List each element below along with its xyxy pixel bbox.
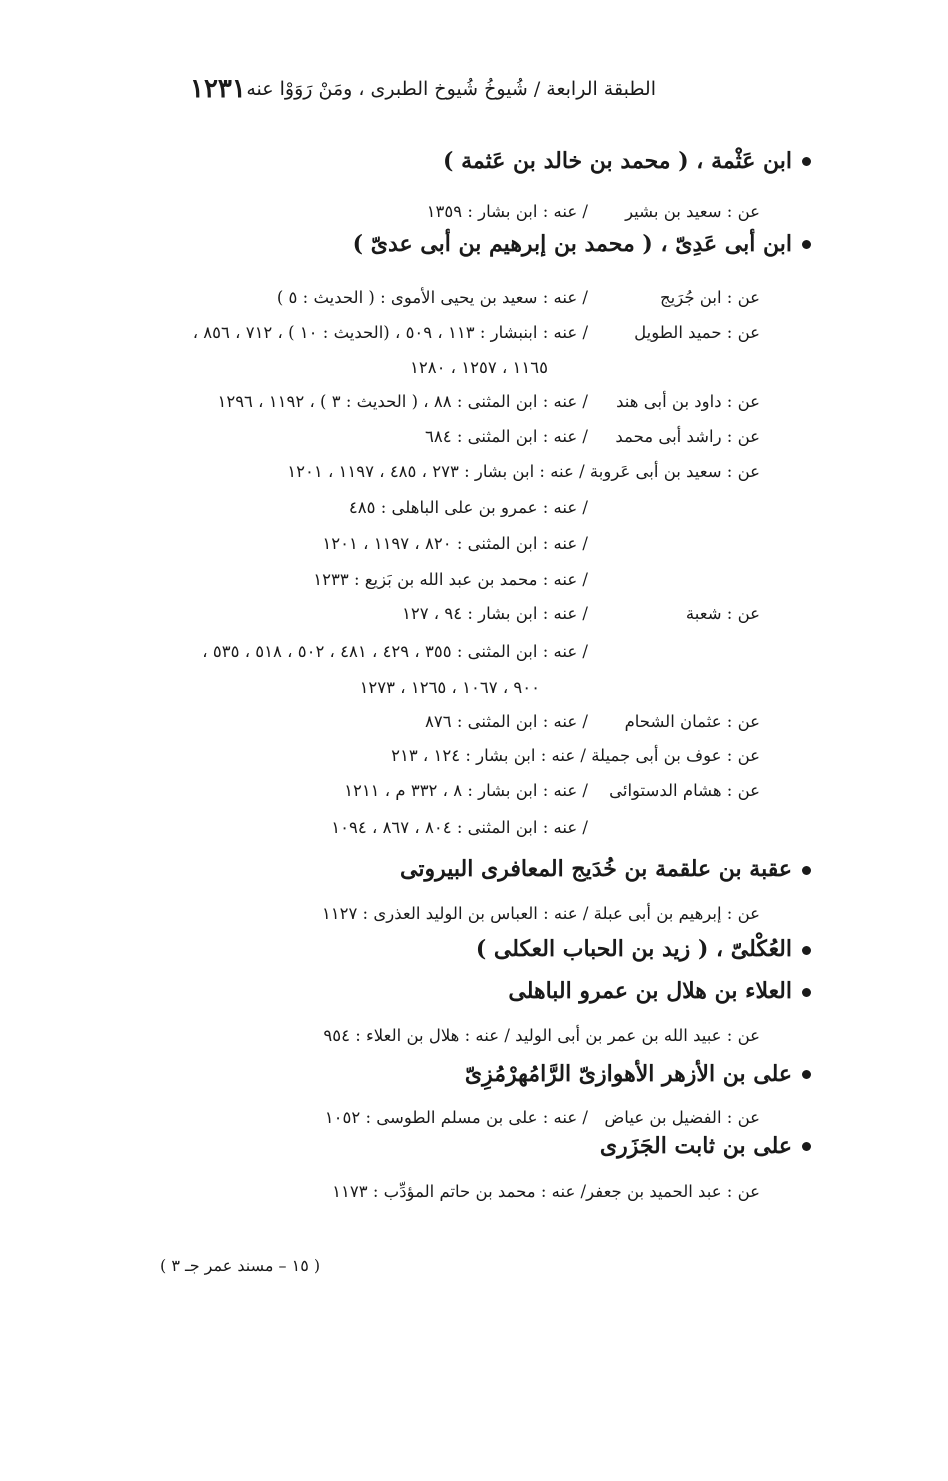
narrator-recipient: / عنه : ابن المثنى : ٣٥٥ ، ٤٢٩ ، ٤٨١ ، ٥٠٢ ، ٥١٨ ، ٥٣٥ ،: [202, 642, 588, 661]
narrator-line: عن : عوف بن أبى جميلة / عنه : ابن بشار : ١٢٤ ، ٢١٣: [391, 746, 760, 765]
narrator-recipient: / عنه : محمد بن عبد الله بن بَزيع : ١٢٣٣: [313, 570, 588, 589]
narrator-recipient: / عنه : ابن المثنى : ٦٨٤: [424, 427, 588, 446]
narrator-recipient: / عنه : ابن بشار : ١٣٥٩: [426, 202, 588, 221]
entry-heading: العلاء بن هلال بن عمرو الباهلى: [508, 978, 792, 1004]
narrator-recipient: / عنه : عمرو بن على الباهلى : ٤٨٥: [348, 498, 588, 517]
citation-continuation: ١١٦٥ ، ١٢٥٧ ، ١٢٨٠: [409, 358, 548, 377]
running-header-title: الطبقة الرابعة / شُيوخُ شُيوخ الطبرى ، ومَنْ رَوَوْا عنه: [246, 78, 656, 100]
entry-heading: على بن ثابت الجَزَرى: [599, 1133, 792, 1159]
entry-heading: ابن عَثْمة ، ( محمد بن خالد بن عَثمة ): [443, 148, 792, 174]
narrator-source: عن : راشد أبى محمد: [615, 427, 760, 446]
narrator-line: عن : عبد الحميد بن جعفر/ عنه : محمد بن حاتم المؤدِّب : ١١٧٣: [332, 1182, 760, 1201]
narrator-recipient: / عنه : ابن المثنى : ٨٠٤ ، ٨٦٧ ، ١٠٩٤: [331, 818, 588, 837]
citation-continuation: ٩٠٠ ، ١٠٦٧ ، ١٢٦٥ ، ١٢٧٣: [359, 678, 540, 697]
narrator-recipient: / عنه : ابنبشار : ١١٣ ، ٥٠٩ ، (الحديث : ١٠ ) ، ٧١٢ ، ٨٥٦ ،: [192, 323, 588, 342]
narrator-line: عن : عبيد الله بن عمر بن أبى الوليد / عنه : هلال بن العلاء : ٩٥٤: [323, 1026, 760, 1045]
narrator-source: عن : عثمان الشحام: [624, 712, 760, 731]
narrator-source: عن : حميد الطويل: [634, 323, 760, 342]
narrator-recipient: / عنه : ابن بشار : ٨ ، ٣٣٢ م ، ١٢١١: [344, 781, 588, 800]
narrator-source: عن : شعبة: [685, 604, 760, 623]
narrator-source: عن : ابن جُرَيج: [660, 288, 760, 307]
narrator-line: عن : إبرهيم بن أبى عبلة / عنه : العباس بن الوليد العذرى : ١١٢٧: [321, 904, 760, 923]
narrator-recipient: / عنه : ابن المثنى : ٨٧٦: [424, 712, 588, 731]
page-number: ١٢٣١: [190, 74, 246, 104]
narrator-recipient: / عنه : سعيد بن يحيى الأموى : ( الحديث : ٥ ): [276, 288, 588, 307]
narrator-recipient: / عنه : ابن المثنى : ٨٢٠ ، ١١٩٧ ، ١٢٠١: [322, 534, 588, 553]
entry-heading: العُكْلىّ ، ( زيد بن الحباب العكلى ): [475, 936, 792, 962]
narrator-source: عن : الفضيل بن عياض: [604, 1108, 760, 1127]
footer-signature: ( ١٥ – مسند عمر جـ ٣ ): [160, 1256, 321, 1275]
narrator-recipient: / عنه : على بن مسلم الطوسى : ١٠٥٢: [324, 1108, 588, 1127]
narrator-source: عن : سعيد بن بشير: [625, 202, 760, 221]
entry-heading: ابن أبى عَدِىّ ، ( محمد بن إبرهيم بن أبى عدىّ ): [352, 231, 792, 257]
narrator-recipient: / عنه : ابن بشار : ٩٤ ، ١٢٧: [401, 604, 588, 623]
narrator-source: عن : هشام الدستوائى: [609, 781, 760, 800]
narrator-line: عن : سعيد بن أبى عَروبة / عنه : ابن بشار : ٢٧٣ ، ٤٨٥ ، ١١٩٧ ، ١٢٠١: [287, 462, 760, 481]
entry-heading: عقبة بن علقمة بن خُدَيج المعافرى البيروتى: [400, 856, 792, 882]
entry-heading: على بن الأزهر الأهوازىّ الرَّامُهرْمُزِىّ: [464, 1061, 792, 1087]
narrator-recipient: / عنه : ابن المثنى : ٨٨ ، ( الحديث : ٣ ) ، ١١٩٢ ، ١٢٩٦: [217, 392, 588, 411]
narrator-source: عن : داود بن أبى هند: [616, 392, 760, 411]
